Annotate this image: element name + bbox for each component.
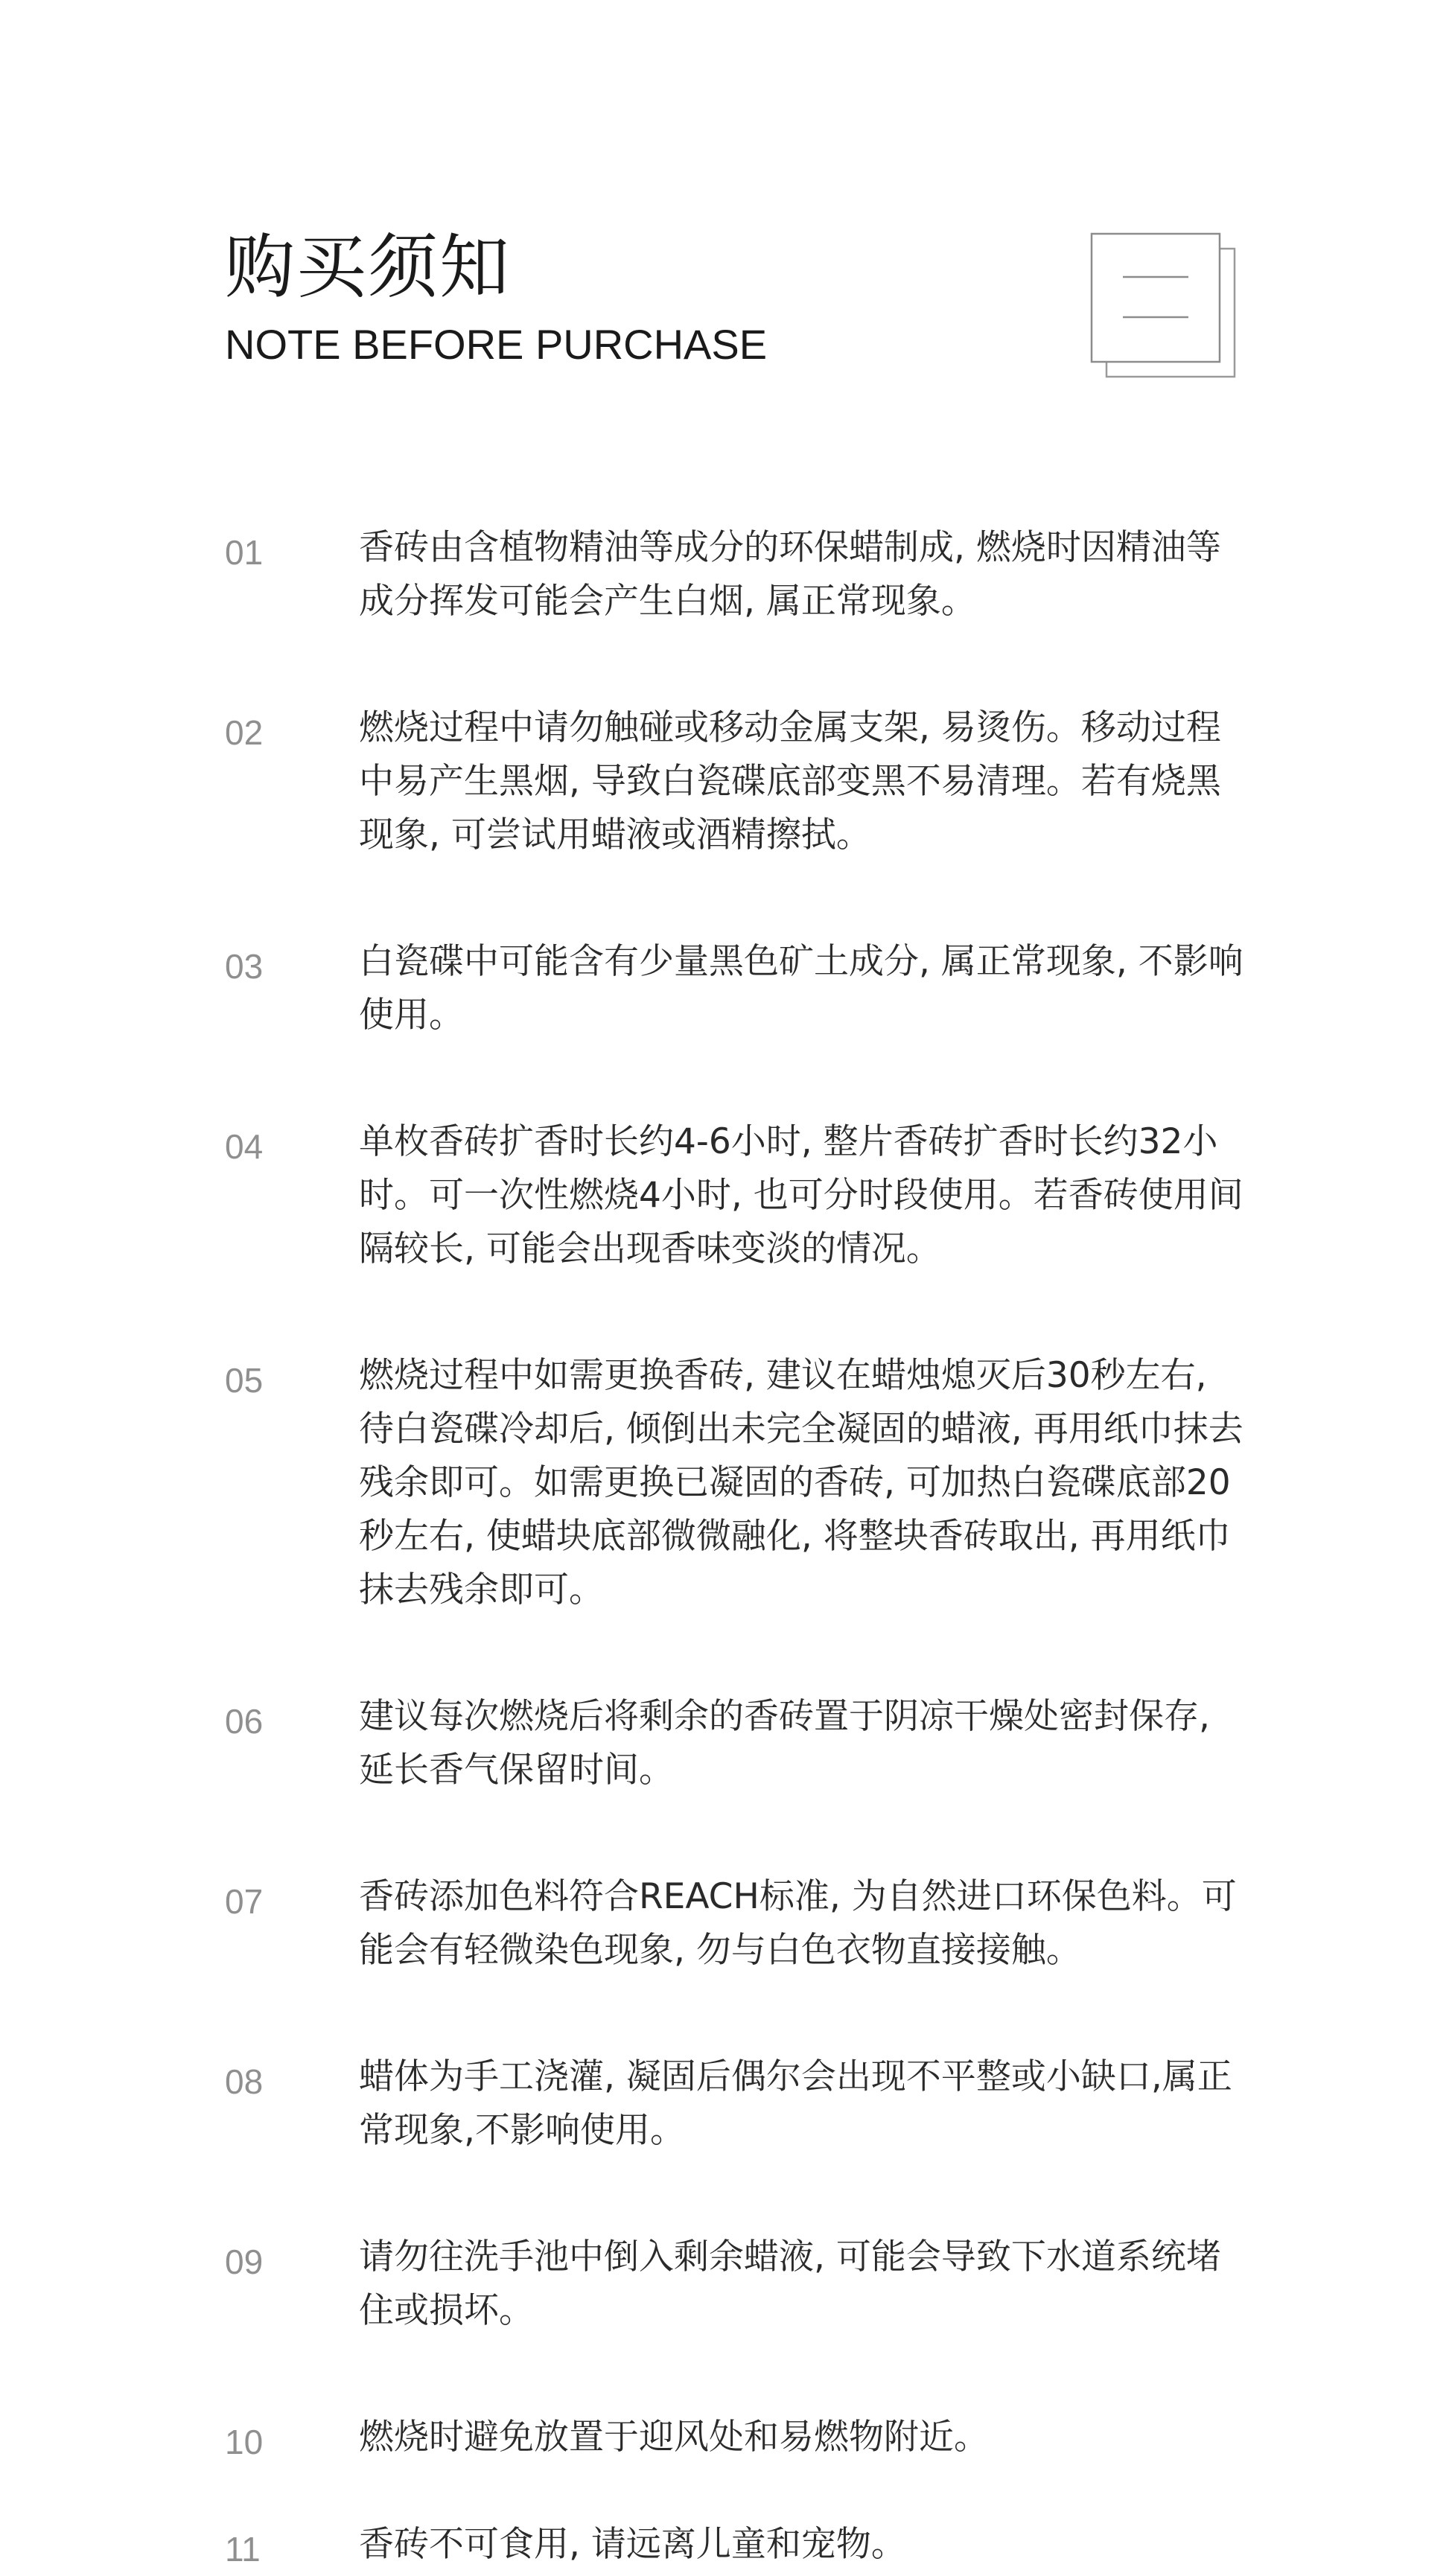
note-number: 08 <box>225 2062 264 2101</box>
note-number: 05 <box>225 1361 264 1400</box>
page-title: 购买须知 <box>225 227 512 308</box>
page-header <box>225 223 1238 387</box>
note-text: 香砖不可食用, 请远离儿童和宠物。 <box>359 2524 906 2565</box>
note-item <box>225 521 1267 628</box>
note-item <box>225 2231 1267 2338</box>
note-number: 04 <box>225 1127 264 1166</box>
note-text: 燃烧过程中请勿触碰或移动金属支架, 易烫伤。移动过程中易产生黑烟, 导致白瓷碟底部变黑不易清理。若有烧黑现象, 可尝试用蜡液或酒精擦拭。 <box>359 707 1221 855</box>
note-item <box>225 2518 1267 2576</box>
note-text: 燃烧过程中如需更换香砖, 建议在蜡烛熄灭后30秒左右, 待白瓷碟冷却后, 倾倒出未完全凝固的蜡液, 再用纸巾抹去残余即可。如需更换已凝固的香砖, 可加热白瓷碟底部20秒左右, 使蜡块底部微微融化, 将整块香砖取出, 再用纸巾抹去残余即可。 <box>359 1355 1243 1610</box>
note-text: 建议每次燃烧后将剩余的香砖置于阴凉干燥处密封保存, 延长香气保留时间。 <box>359 1696 1210 1791</box>
note-number: 11 <box>225 2530 261 2569</box>
note-text: 燃烧时避免放置于迎风处和易燃物附近。 <box>359 2417 989 2458</box>
note-text: 白瓷碟中可能含有少量黑色矿土成分, 属正常现象, 不影响使用。 <box>359 941 1243 1036</box>
note-number: 03 <box>225 947 264 986</box>
note-item <box>225 1870 1267 1977</box>
note-text: 香砖添加色料符合REACH标准, 为自然进口环保色料。可能会有轻微染色现象, 勿与白色衣物直接接触。 <box>359 1876 1237 1971</box>
note-number: 07 <box>225 1882 264 1921</box>
notes-stack-icon <box>1090 232 1239 381</box>
note-item <box>225 2050 1267 2158</box>
note-list <box>225 521 1267 2576</box>
page-subtitle: NOTE BEFORE PURCHASE <box>225 321 768 368</box>
note-text: 单枚香砖扩香时长约4-6小时, 整片香砖扩香时长约32小时。可一次性燃烧4小时, 也可分时段使用。若香砖使用间隔较长, 可能会出现香味变淡的情况。 <box>359 1121 1243 1269</box>
note-number: 09 <box>225 2242 264 2281</box>
note-item <box>225 701 1267 862</box>
note-text: 请勿往洗手池中倒入剩余蜡液, 可能会导致下水道系统堵住或损坏。 <box>359 2237 1221 2331</box>
note-text: 香砖由含植物精油等成分的环保蜡制成, 燃烧时因精油等成分挥发可能会产生白烟, 属正常现象。 <box>359 527 1221 622</box>
note-item <box>225 1115 1267 1276</box>
note-item <box>225 1690 1267 1797</box>
note-item <box>225 1349 1267 1617</box>
note-number: 02 <box>225 713 264 752</box>
note-text: 蜡体为手工浇灌, 凝固后偶尔会出现不平整或小缺口,属正常现象,不影响使用。 <box>359 2056 1232 2151</box>
note-number: 06 <box>225 1702 264 1741</box>
note-number: 01 <box>225 533 264 572</box>
note-number: 10 <box>225 2423 264 2461</box>
note-item <box>225 935 1267 1042</box>
note-item <box>225 2411 1267 2469</box>
